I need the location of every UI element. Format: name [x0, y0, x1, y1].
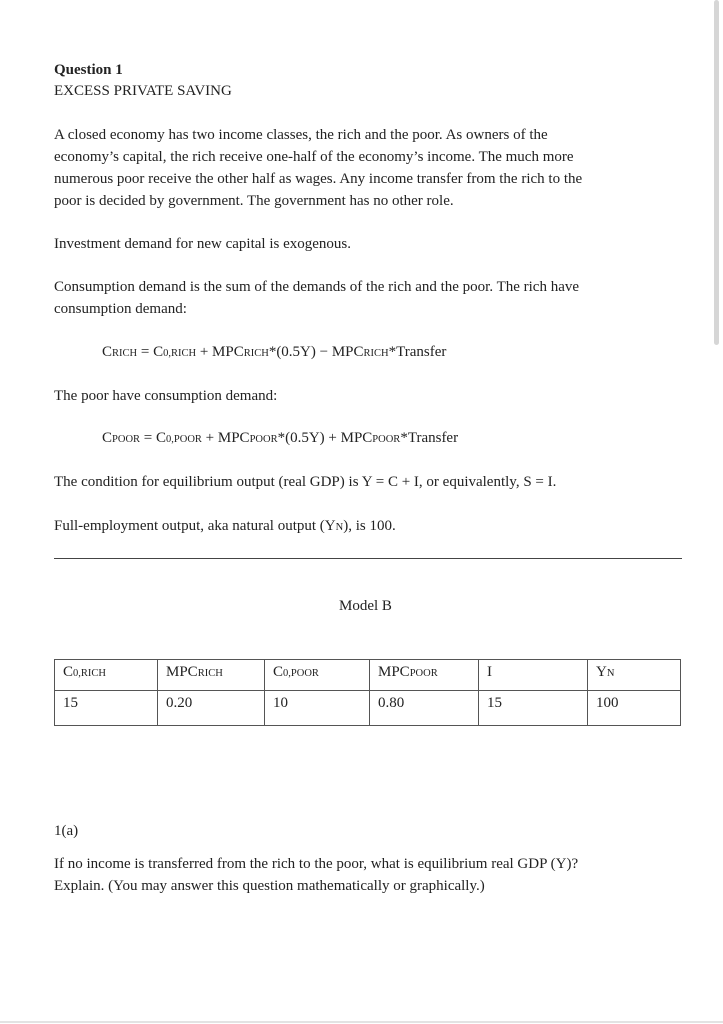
- investment-text: Investment demand for new capital is exogenous.: [54, 236, 351, 252]
- table-row: [55, 691, 681, 726]
- value-natural-output: 100: [588, 691, 681, 726]
- header-c0-rich: C0,RICH: [55, 660, 158, 691]
- rich-consumption-equation: CRICH = C0,RICH + MPCRICH*(0.5Y) − MPCRICH*Transfer: [102, 344, 447, 360]
- intro-line: A closed economy has two income classes, the rich and the poor. As owners of the: [54, 127, 548, 143]
- consumption-line: consumption demand:: [54, 301, 187, 317]
- poor-intro-text: The poor have consumption demand:: [54, 388, 278, 404]
- question-number: Question 1: [54, 62, 123, 78]
- model-parameter-table: [54, 659, 681, 726]
- value-mpc-poor: 0.80: [370, 691, 479, 726]
- subquestion-line: If no income is transferred from the rich to the poor, what is equilibrium real GDP (Y)?: [54, 856, 579, 872]
- vertical-scrollbar[interactable]: [714, 0, 719, 345]
- question-title: EXCESS PRIVATE SAVING: [54, 83, 232, 99]
- header-mpc-rich: MPCRICH: [158, 660, 265, 691]
- value-c0-rich: 15: [55, 691, 158, 726]
- value-c0-poor: 10: [265, 691, 370, 726]
- intro-paragraph: [54, 124, 674, 212]
- header-investment: I: [479, 660, 588, 691]
- consumption-paragraph: [54, 276, 674, 320]
- poor-consumption-equation: CPOOR = C0,POOR + MPCPOOR*(0.5Y) + MPCPOOR*Transfer: [102, 430, 459, 446]
- table-header-row: [55, 660, 681, 691]
- value-investment: 15: [479, 691, 588, 726]
- header-c0-poor: C0,POOR: [265, 660, 370, 691]
- subquestion-line: Explain. (You may answer this question mathematically or graphically.): [54, 878, 485, 894]
- page-bottom-edge: [0, 1021, 723, 1023]
- full-employment-text: Full-employment output, aka natural output (YN), is 100.: [54, 518, 396, 534]
- subquestion-label: 1(a): [54, 823, 79, 839]
- value-mpc-rich: 0.20: [158, 691, 265, 726]
- subquestion-text: [54, 853, 674, 897]
- header-mpc-poor: MPCPOOR: [370, 660, 479, 691]
- intro-line: numerous poor receive the other half as wages. Any income transfer from the rich to the: [54, 171, 583, 187]
- intro-line: poor is decided by government. The government has no other role.: [54, 193, 454, 209]
- consumption-line: Consumption demand is the sum of the demands of the rich and the poor. The rich have: [54, 279, 580, 295]
- equilibrium-condition: The condition for equilibrium output (real GDP) is Y = C + I, or equivalently, S = I.: [54, 474, 557, 490]
- header-natural-output: YN: [588, 660, 681, 691]
- model-label: Model B: [339, 598, 392, 614]
- intro-line: economy’s capital, the rich receive one-half of the economy’s income. The much more: [54, 149, 574, 165]
- section-divider: [54, 558, 682, 559]
